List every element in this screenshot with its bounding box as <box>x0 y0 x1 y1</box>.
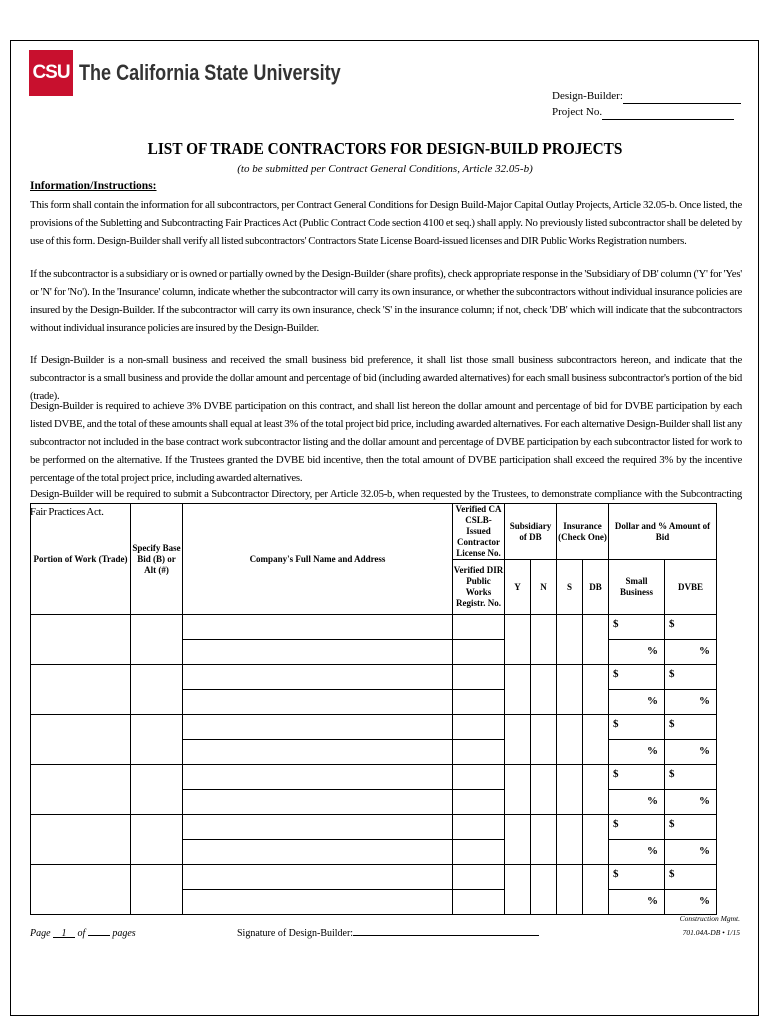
page-counter <box>30 926 136 939</box>
subsidiary-n-cell[interactable] <box>531 765 557 815</box>
dvbe-dollar[interactable] <box>665 715 716 740</box>
company-line[interactable] <box>183 890 452 913</box>
insurance-db-cell[interactable] <box>583 715 609 765</box>
license-line[interactable] <box>453 866 504 890</box>
dvbe-percent[interactable] <box>665 740 716 764</box>
dollar-sign: $ <box>669 818 675 830</box>
dollar-sign: $ <box>613 668 619 680</box>
dollar-sign: $ <box>669 668 675 680</box>
percent-sign: % <box>699 695 711 707</box>
percent-sign: % <box>647 845 658 857</box>
insurance-db-cell[interactable] <box>583 815 609 865</box>
small-business-cell[interactable] <box>609 615 665 665</box>
col-dollar-amount: Dollar and % Amount of Bid <box>609 504 717 560</box>
small-business-percent[interactable] <box>609 740 664 764</box>
license-cell[interactable] <box>453 765 505 815</box>
dir-line[interactable] <box>453 690 504 713</box>
dvbe-cell[interactable] <box>665 665 717 715</box>
dir-line[interactable] <box>453 890 504 913</box>
small-business-percent[interactable] <box>609 790 664 814</box>
dvbe-cell[interactable] <box>665 615 717 665</box>
page-prefix: Page <box>30 928 51 939</box>
subsidiary-n-cell[interactable] <box>531 665 557 715</box>
license-cell[interactable] <box>453 865 505 915</box>
company-line[interactable] <box>183 740 452 763</box>
dvbe-dollar[interactable] <box>665 815 716 840</box>
license-cell[interactable] <box>453 715 505 765</box>
page-total-field[interactable] <box>88 926 110 936</box>
dvbe-cell[interactable] <box>665 715 717 765</box>
col-sub-small-business: Small Business <box>609 560 665 615</box>
small-business-percent[interactable] <box>609 640 664 664</box>
dvbe-percent[interactable] <box>665 840 716 864</box>
specify-bid-cell[interactable] <box>131 715 183 765</box>
company-line[interactable] <box>183 840 452 863</box>
license-cell[interactable] <box>453 615 505 665</box>
col-sub-n: N <box>531 560 557 615</box>
specify-bid-cell[interactable] <box>131 815 183 865</box>
insurance-s-cell[interactable] <box>557 715 583 765</box>
small-business-dollar[interactable] <box>609 865 664 890</box>
table-row <box>31 715 717 765</box>
subsidiary-y-cell[interactable] <box>505 665 531 715</box>
specify-bid-cell[interactable] <box>131 615 183 665</box>
company-line[interactable] <box>183 816 452 840</box>
instruction-paragraph-4: Design-Builder is required to achieve 3% DVBE participation on this contract, and shall list hereon the dollar amount and percentage of bid for DVBE participation by each listed DVBE, and the total of these amounts shall equal at least 3% of the total project bid price, including awarded alternatives. For each alternative Design-Builder shall list any subcontractor not included in the base contract work subcontractor listing and the dollar amount and percentage of DVBE participation by each subcontractor listed for work to be performed on the alternative. If the Trustees granted the DVBE bid incentive, then the total amount of DVBE participation shall exceed the required 3% by the incentive percentage of the total project price, including awarded alternatives. <box>30 400 742 484</box>
dvbe-dollar[interactable] <box>665 765 716 790</box>
license-line[interactable] <box>453 766 504 790</box>
dvbe-dollar[interactable] <box>665 865 716 890</box>
form-code: 701.04A-DB • 1/15 <box>682 928 740 937</box>
form-subtitle: (to be submitted per Contract General Conditions, Article 32.05-b) <box>237 163 533 175</box>
dvbe-cell[interactable] <box>665 815 717 865</box>
dvbe-percent[interactable] <box>665 790 716 814</box>
insurance-s-cell[interactable] <box>557 615 583 665</box>
csu-logo-badge: CSU <box>29 50 73 96</box>
company-line[interactable] <box>183 690 452 713</box>
portion-cell[interactable] <box>31 865 131 915</box>
col-portion-of-work: Portion of Work (Trade) <box>31 504 131 615</box>
dollar-sign: $ <box>669 718 675 730</box>
company-cell[interactable] <box>183 665 453 715</box>
header-fields <box>552 88 741 120</box>
company-cell[interactable] <box>183 865 453 915</box>
percent-sign: % <box>647 795 658 807</box>
portion-cell[interactable] <box>31 765 131 815</box>
company-line[interactable] <box>183 666 452 690</box>
instruction-paragraph-3: If Design-Builder is a non-small business and received the small business bid preference, it shall list those small business subcontractors hereon, and indicate that the subcontractor is a small business and provide the dollar amount and percentage of bid (including awarded alternatives) for each small business subcontractor's portion of the bid (trade). <box>30 354 742 402</box>
project-no-label: Project No. <box>552 106 603 118</box>
dvbe-dollar[interactable] <box>665 665 716 690</box>
company-cell[interactable] <box>183 715 453 765</box>
table-row <box>31 865 717 915</box>
signature-field[interactable] <box>353 926 539 936</box>
dollar-sign: $ <box>669 868 675 880</box>
percent-sign: % <box>699 745 711 757</box>
company-line[interactable] <box>183 616 452 640</box>
small-business-cell[interactable] <box>609 865 665 915</box>
company-line[interactable] <box>183 790 452 813</box>
form-code-block <box>660 912 740 940</box>
design-builder-field[interactable] <box>623 92 741 104</box>
percent-sign: % <box>647 895 658 907</box>
dir-line[interactable] <box>453 640 504 663</box>
insurance-s-cell[interactable] <box>557 815 583 865</box>
company-line[interactable] <box>183 766 452 790</box>
subsidiary-n-cell[interactable] <box>531 815 557 865</box>
dir-line[interactable] <box>453 740 504 763</box>
signature-block <box>237 926 539 939</box>
company-line[interactable] <box>183 866 452 890</box>
company-cell[interactable] <box>183 615 453 665</box>
specify-bid-cell[interactable] <box>131 765 183 815</box>
col-dir-registration: Verified DIR Public Works Registr. No. <box>453 560 505 615</box>
insurance-db-cell[interactable] <box>583 765 609 815</box>
table-row <box>31 665 717 715</box>
dvbe-percent[interactable] <box>665 890 716 914</box>
dollar-sign: $ <box>613 818 619 830</box>
csu-logo <box>29 49 398 97</box>
instruction-paragraph-2: If the subcontractor is a subsidiary or is owned or partially owned by the Design-Builder (share profits), check appropriate response in the 'Subsidiary of DB' column ('Y' for 'Yes' or 'N' for 'No'). In the 'Insurance' column, indicate whether the subcontractor will carry its own insurance, or whether the subcontractors without individual insurance policies are insured by the Design-Builder. If the subcontractor will carry its own insurance, check 'S' in the insurance column; if not, check 'DB' which will indicate that the subcontractors without individual insurance policies are insured by the Design-Builder. <box>30 268 742 334</box>
subsidiary-y-cell[interactable] <box>505 815 531 865</box>
dollar-sign: $ <box>613 868 619 880</box>
insurance-s-cell[interactable] <box>557 665 583 715</box>
dir-line[interactable] <box>453 790 504 813</box>
company-cell[interactable] <box>183 765 453 815</box>
portion-cell[interactable] <box>31 665 131 715</box>
dollar-sign: $ <box>613 618 619 630</box>
col-sub-db: DB <box>583 560 609 615</box>
subsidiary-y-cell[interactable] <box>505 865 531 915</box>
license-cell[interactable] <box>453 815 505 865</box>
instruction-paragraph-1: This form shall contain the information for all subcontractors, per Contract General Conditions for Design Build-Major Capital Outlay Projects, Article 32.05-b. Once listed, the provisions of the Subletting and Subcontracting Fair Practices Act (Public Contract Code section 4100 et seq.) shall apply. No previously listed subcontractor shall be deleted by use of this form. Design-Builder shall verify all listed subcontractors' Contractors State License Board-issued licenses and DIR Public Works Registration numbers. <box>30 199 742 247</box>
signature-label: Signature of Design-Builder: <box>237 928 354 939</box>
license-line[interactable] <box>453 716 504 740</box>
small-business-dollar[interactable] <box>609 665 664 690</box>
subsidiary-y-cell[interactable] <box>505 715 531 765</box>
license-line[interactable] <box>453 666 504 690</box>
page-suffix: pages <box>112 928 136 939</box>
portion-cell[interactable] <box>31 615 131 665</box>
small-business-percent[interactable] <box>609 890 664 914</box>
small-business-dollar[interactable] <box>609 815 664 840</box>
license-cell[interactable] <box>453 665 505 715</box>
dollar-sign: $ <box>613 718 619 730</box>
page-number[interactable] <box>53 928 75 938</box>
percent-sign: % <box>699 845 711 857</box>
table-row <box>31 615 717 665</box>
subsidiary-y-cell[interactable] <box>505 765 531 815</box>
col-specify-bid: Specify Base Bid (B) or Alt (#) <box>131 504 183 615</box>
table-row <box>31 815 717 865</box>
company-line[interactable] <box>183 640 452 663</box>
col-sub-s: S <box>557 560 583 615</box>
insurance-db-cell[interactable] <box>583 665 609 715</box>
form-dept: Construction Mgmt. <box>679 914 740 923</box>
col-sub-dvbe: DVBE <box>665 560 717 615</box>
col-cslb-license: Verified CA CSLB-Issued Contractor License No. <box>453 504 505 560</box>
company-line[interactable] <box>183 716 452 740</box>
percent-sign: % <box>699 645 711 657</box>
col-subsidiary: Subsidiary of DB <box>505 504 557 560</box>
insurance-s-cell[interactable] <box>557 865 583 915</box>
small-business-dollar[interactable] <box>609 715 664 740</box>
dir-line[interactable] <box>453 840 504 863</box>
small-business-cell[interactable] <box>609 665 665 715</box>
subsidiary-n-cell[interactable] <box>531 615 557 665</box>
dvbe-dollar[interactable] <box>665 615 716 640</box>
small-business-percent[interactable] <box>609 840 664 864</box>
csu-logo-text: The California State University <box>79 60 341 85</box>
dvbe-percent[interactable] <box>665 690 716 714</box>
insurance-s-cell[interactable] <box>557 765 583 815</box>
dvbe-percent[interactable] <box>665 640 716 664</box>
company-cell[interactable] <box>183 815 453 865</box>
insurance-db-cell[interactable] <box>583 615 609 665</box>
small-business-cell[interactable] <box>609 715 665 765</box>
subsidiary-y-cell[interactable] <box>505 615 531 665</box>
col-sub-y: Y <box>505 560 531 615</box>
col-insurance: Insurance (Check One) <box>557 504 609 560</box>
license-line[interactable] <box>453 816 504 840</box>
dollar-sign: $ <box>669 768 675 780</box>
license-line[interactable] <box>453 616 504 640</box>
small-business-dollar[interactable] <box>609 765 664 790</box>
subsidiary-n-cell[interactable] <box>531 715 557 765</box>
page-number-value: 1 <box>61 928 67 939</box>
percent-sign: % <box>647 645 658 657</box>
specify-bid-cell[interactable] <box>131 665 183 715</box>
trade-contractors-table <box>30 503 717 915</box>
col-company-name: Company's Full Name and Address <box>183 504 453 615</box>
dollar-sign: $ <box>669 618 675 630</box>
small-business-percent[interactable] <box>609 690 664 714</box>
portion-cell[interactable] <box>31 715 131 765</box>
percent-sign: % <box>699 895 711 907</box>
instructions-heading: Information/Instructions: <box>30 180 157 192</box>
dvbe-cell[interactable] <box>665 765 717 815</box>
project-no-field[interactable] <box>602 108 734 120</box>
insurance-db-cell[interactable] <box>583 865 609 915</box>
table-row <box>31 765 717 815</box>
subsidiary-n-cell[interactable] <box>531 865 557 915</box>
instruction-paragraph-5: Design-Builder will be required to submit a Subcontractor Directory, per Article 32.05-b, when requested by the Trustees, to demonstrate compliance with the Subcontracting Fair Practices Act. <box>30 488 742 518</box>
specify-bid-cell[interactable] <box>131 865 183 915</box>
portion-cell[interactable] <box>31 815 131 865</box>
percent-sign: % <box>699 795 711 807</box>
percent-sign: % <box>647 745 658 757</box>
small-business-dollar[interactable] <box>609 615 664 640</box>
form-title: LIST OF TRADE CONTRACTORS FOR DESIGN-BUILD PROJECTS <box>147 139 623 158</box>
small-business-cell[interactable] <box>609 765 665 815</box>
dvbe-cell[interactable] <box>665 865 717 915</box>
page-of: of <box>77 928 86 939</box>
small-business-cell[interactable] <box>609 815 665 865</box>
dollar-sign: $ <box>613 768 619 780</box>
design-builder-label: Design-Builder: <box>552 90 623 102</box>
percent-sign: % <box>647 695 658 707</box>
